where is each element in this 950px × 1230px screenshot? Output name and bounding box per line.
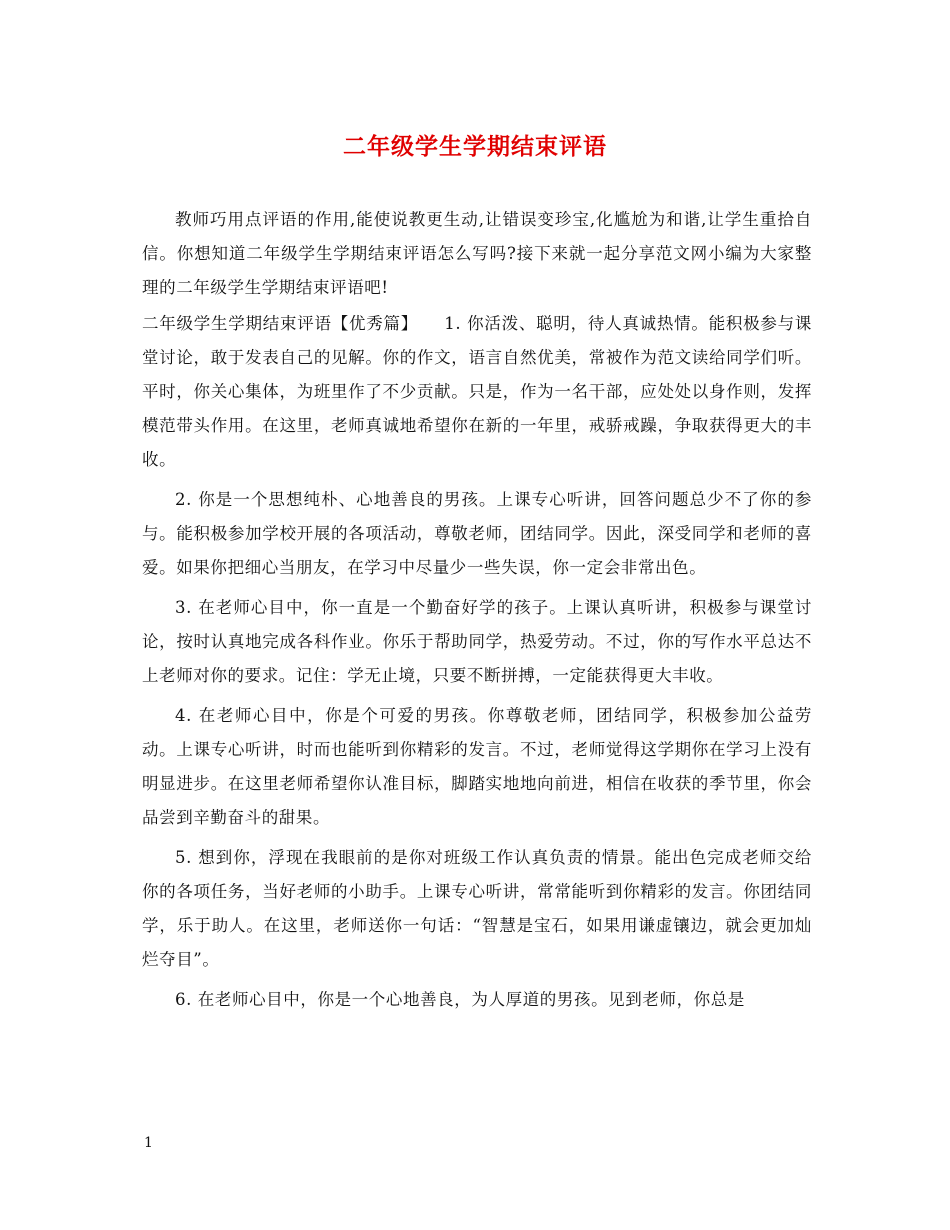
comment-paragraph-4: 4. 在老师心目中，你是个可爱的男孩。你尊敬老师，团结同学，积极参加公益劳动。上课专心听讲，时而也能听到你精彩的发言。不过，老师觉得这学期你在学习上没有明显进步。在这里老师希望你认准目标，脚踏实地地向前进，相信在收获的季节里，你会品尝到辛勤奋斗的甜果。 <box>142 706 812 827</box>
document-title: 二年级学生学期结束评语 <box>343 133 607 160</box>
page-number: 1 <box>144 1135 153 1151</box>
intro-paragraph: 教师巧用点评语的作用,能使说教更生动,让错误变珍宝,化尴尬为和谐,让学生重拾自信。你想知道二年级学生学期结束评语怎么写吗?接下来就一起分享范文网小编为大家整理的二年级学生学期结束评语吧! <box>142 210 812 297</box>
comment-paragraph-2: 2. 你是一个思想纯朴、心地善良的男孩。上课专心听讲，回答问题总少不了你的参与。能积极参加学校开展的各项活动，尊敬老师，团结同学。因此，深受同学和老师的喜爱。如果你把细心当朋友，在学习中尽量少一些失误，你一定会非常出色。 <box>142 490 812 577</box>
comment-paragraph-3: 3. 在老师心目中，你一直是一个勤奋好学的孩子。上课认真听讲，积极参与课堂讨论，按时认真地完成各科作业。你乐于帮助同学，热爱劳动。不过，你的写作水平总达不上老师对你的要求。记住：学无止境，只要不断拼搏，一定能获得更大丰收。 <box>142 598 812 685</box>
document-body <box>142 203 812 1023</box>
comment-paragraph-6: 6. 在老师心目中，你是一个心地善良，为人厚道的男孩。见到老师，你总是 <box>175 990 745 1009</box>
comment-paragraph-5: 5. 想到你，浮现在我眼前的是你对班级工作认真负责的情景。能出色完成老师交给你的各项任务，当好老师的小助手。上课专心听讲，常常能听到你精彩的发言。你团结同学，乐于助人。在这里，老师送你一句话：“智慧是宝石，如果用谦虚镶边，就会更加灿烂夺目”。 <box>142 848 812 969</box>
comment-paragraph-1: 二年级学生学期结束评语【优秀篇】 1. 你活泼、聪明，待人真诚热情。能积极参与课堂讨论，敢于发表自己的见解。你的作文，语言自然优美，常被作为范文读给同学们听。平时，你关心集体，为班里作了不少贡献。只是，作为一名干部，应处处以身作则，发挥模范带头作用。在这里，老师真诚地希望你在新的一年里，戒骄戒躁，争取获得更大的丰收。 <box>142 314 812 469</box>
